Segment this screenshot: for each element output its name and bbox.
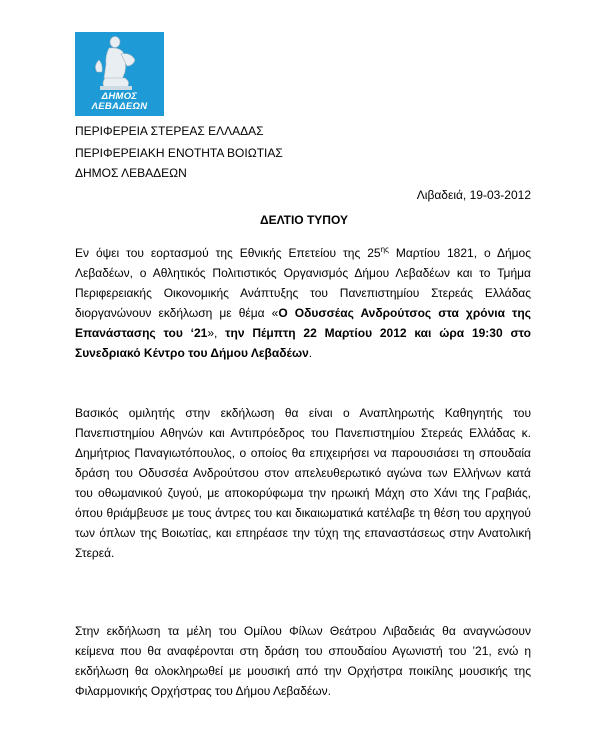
intro-text-a: Εν όψει του εορτασμού της Εθνικής Επετείου της 25 <box>75 246 381 260</box>
logo-text-line2: ΛΕΒΑΔΕΩΝ <box>91 101 148 112</box>
intro-superscript: ης <box>380 245 389 254</box>
intro-text-d: . <box>308 346 313 360</box>
paragraph-intro <box>75 243 531 363</box>
document-date: Λιβαδειά, 19-03-2012 <box>416 188 531 202</box>
event-topic: Ο Οδυσσέας Ανδρούτσος στα χρόνια της Επανάστασης του ‘21 <box>75 306 531 340</box>
header-region: ΠΕΡΙΦΕΡΕΙΑ ΣΤΕΡΕΑΣ ΕΛΛΑΔΑΣ <box>75 124 264 138</box>
municipality-logo <box>75 32 164 116</box>
intro-text-c: », <box>207 326 226 340</box>
header-municipality: ΔΗΜΟΣ ΛΕΒΑΔΕΩΝ <box>75 166 187 180</box>
paragraph-program: Στην εκδήλωση τα μέλη του Ομίλου Φίλων Θεάτρου Λιβαδειάς θα αναγνώσουν κείμενα που θα αναφέρονται στη δράση του σπουδαίου Αγωνιστή του ’21, ενώ η εκδήλωση θα ολοκληρωθεί με μουσική από την Ορχήστρα ποικίλης μουσικής της Φιλαρμονικής Ορχήστρας του Δήμου Λεβαδέων. <box>75 624 531 698</box>
document-title: ΔΕΛΤΙΟ ΤΥΠΟΥ <box>260 213 348 227</box>
paragraph-speaker: Βασικός ομιλητής στην εκδήλωση θα είναι ο Αναπληρωτής Καθηγητής του Πανεπιστημίου Αθηνών και Αντιπρόεδρος του Πανεπιστημίου Στερεάς Ελλάδας κ. Δημήτριος Παναγιωτόπουλος, ο οποίος θα επιχειρήσει να παρουσιάσει τη σπουδαία δράση του Οδυσσέα Ανδρούτσου στον απελευθερωτικό αγώνα των Ελλήνων κατά του οθωμανικού ζυγού, με αποκορύφωμα την ηρωική Μάχη στο Χάνι της Γραβιάς, όπου θριάμβευσε με τους άντρες του και δικαιωματικά κατέλαβε τη θέση του αρχηγού των όπλων της Βοιωτίας, και επηρέασε την τύχη της επαναστάσεως στην Ανατολική Στερεά. <box>75 406 531 560</box>
intro-text-b: Μαρτίου 1821, ο Δήμος Λεβαδέων, ο Αθλητικός Πολιτιστικός Οργανισμός Δήμου Λεβαδέων και το Τμήμα Περιφερειακής Οικονομικής Ανάπτυξης του Πανεπιστημίου Στερεάς Ελλάδας διοργανώνουν εκδήλωση με θέμα « <box>75 246 532 320</box>
logo-text-line1: ΔΗΜΟΣ <box>101 91 138 102</box>
header-unit: ΠΕΡΙΦΕΡΕΙΑΚΗ ΕΝΟΤΗΤΑ ΒΟΙΩΤΙΑΣ <box>75 146 283 160</box>
event-datetime-venue: την Πέμπτη 22 Μαρτίου 2012 και ώρα 19:30 στο Συνεδριακό Κέντρο του Δήμου Λεβαδέων <box>75 326 532 360</box>
